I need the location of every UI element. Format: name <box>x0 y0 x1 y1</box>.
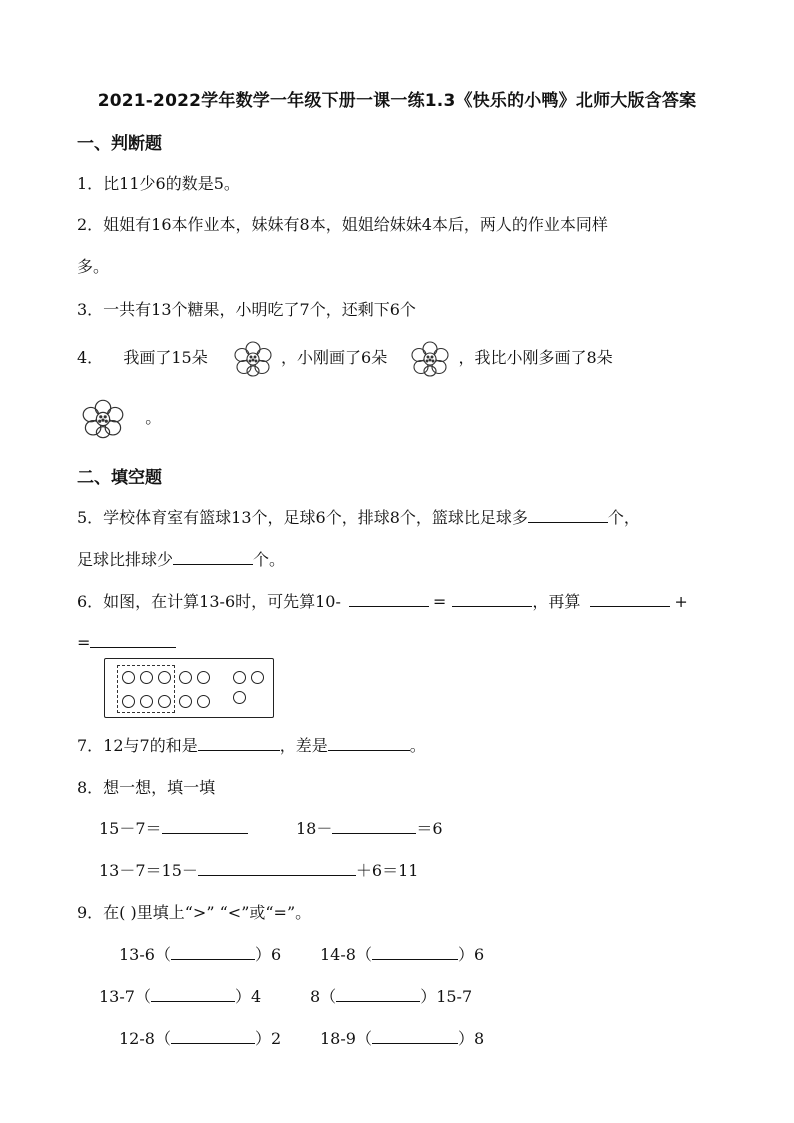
answer-blank[interactable] <box>171 1027 255 1044</box>
counter-circle <box>179 695 192 708</box>
counter-circle <box>140 695 153 708</box>
question-8-text: ＝6 <box>416 819 443 838</box>
section-heading-judgment: 一、判断题 <box>77 134 162 154</box>
answer-blank[interactable] <box>336 985 420 1002</box>
question-6-text-a: 6．如图，在计算13-6时，可先算10- <box>77 592 341 611</box>
question-9-text: 8（ <box>310 987 337 1006</box>
answer-blank[interactable] <box>162 817 248 834</box>
question-1: 1．比11少6的数是5。 <box>77 174 240 193</box>
question-4-text-b: ，小刚画了6朵 <box>281 348 388 367</box>
page-title: 2021-2022学年数学一年级下册一课一练1.3《快乐的小鸭》北师大版含答案 <box>97 91 697 111</box>
counter-circle <box>158 671 171 684</box>
question-6-line2 <box>77 631 176 652</box>
counter-circle <box>140 671 153 684</box>
question-5-text-c: 足球比排球少 <box>77 550 174 569</box>
counter-circle <box>197 671 210 684</box>
answer-blank[interactable] <box>452 590 532 607</box>
question-6-line1 <box>77 589 688 612</box>
question-9-r2-left <box>99 984 261 1007</box>
answer-blank[interactable] <box>372 943 458 960</box>
question-4-line2 <box>77 396 161 441</box>
question-9-text: ）4 <box>234 987 262 1006</box>
counter-circle <box>233 671 246 684</box>
flower-icon <box>407 339 453 379</box>
question-9-r3-right <box>320 1026 484 1049</box>
question-9-text: 13-7（ <box>99 987 151 1006</box>
question-8-text: 18－ <box>296 819 333 838</box>
answer-blank[interactable] <box>198 734 280 751</box>
question-9-text: 12-8（ <box>119 1029 171 1048</box>
counter-circle <box>197 695 210 708</box>
answer-blank[interactable] <box>328 734 410 751</box>
section-heading-fill: 二、填空题 <box>77 468 162 488</box>
answer-blank[interactable] <box>151 985 235 1002</box>
question-6-equals-2: = <box>77 633 91 652</box>
question-7-text-c: 。 <box>409 736 426 755</box>
question-9-text: ）8 <box>457 1029 485 1048</box>
answer-blank[interactable] <box>198 859 356 876</box>
question-5-text-d: 个。 <box>253 550 286 569</box>
flower-icon <box>230 339 276 379</box>
question-5-line2 <box>77 547 285 570</box>
answer-blank[interactable] <box>349 590 429 607</box>
question-8-text: 15－7＝ <box>99 819 162 838</box>
counter-circle <box>233 691 246 704</box>
question-4-text-c: ，我比小刚多画了8朵 <box>458 348 613 367</box>
question-8-row2 <box>99 858 418 881</box>
counting-figure <box>104 658 274 718</box>
question-9-r2-right <box>310 984 472 1007</box>
answer-blank[interactable] <box>528 506 608 523</box>
counter-circle <box>251 671 264 684</box>
question-8: 8．想一想，填一填 <box>77 778 216 797</box>
counter-circle <box>179 671 192 684</box>
answer-blank[interactable] <box>332 817 416 834</box>
question-4-end: 。 <box>145 408 162 427</box>
question-9-text: ）2 <box>254 1029 282 1048</box>
question-4 <box>77 338 613 379</box>
question-9-text: 18-9（ <box>320 1029 372 1048</box>
question-5-text-a: 5．学校体育室有篮球13个，足球6个，排球8个，篮球比足球多 <box>77 508 528 527</box>
question-6-equals: = <box>432 592 447 611</box>
question-7-text-a: 7．12与7的和是 <box>77 736 198 755</box>
counter-circle <box>122 695 135 708</box>
question-4-number: 4． <box>77 348 104 367</box>
question-9-r1-right <box>320 942 484 965</box>
question-9-text: 14-8（ <box>320 945 372 964</box>
question-7-text-b: ，差是 <box>279 736 328 755</box>
counter-circle <box>158 695 171 708</box>
question-5-line1 <box>77 505 640 528</box>
question-8-text: ＋6＝11 <box>355 861 419 880</box>
question-9-text: ）6 <box>254 945 282 964</box>
question-2-line1: 2．姐姐有16本作业本，妹妹有8本，姐姐给妹妹4本后，两人的作业本同样 <box>77 215 608 234</box>
question-3: 3．一共有13个糖果，小明吃了7个，还剩下6个 <box>77 300 416 319</box>
answer-blank[interactable] <box>171 943 255 960</box>
question-7 <box>77 733 426 756</box>
question-9-r1-left <box>119 942 281 965</box>
question-5-text-b: 个， <box>607 508 640 527</box>
question-9-text: ）15-7 <box>420 987 473 1006</box>
question-8-text: 13－7＝15－ <box>99 861 198 880</box>
flower-icon <box>77 397 129 441</box>
question-8-row1-left <box>99 816 248 839</box>
question-9-text: ）6 <box>457 945 485 964</box>
question-6-text-c: ，再算 <box>532 592 581 611</box>
question-9: 9．在( )里填上“>” “<”或“=”。 <box>77 903 312 922</box>
counter-circle <box>122 671 135 684</box>
answer-blank[interactable] <box>372 1027 458 1044</box>
question-8-row1-right <box>296 816 443 839</box>
question-6-plus: + <box>674 592 688 611</box>
answer-blank[interactable] <box>173 548 253 565</box>
question-2-line2: 多。 <box>77 257 110 276</box>
question-9-r3-left <box>119 1026 281 1049</box>
question-9-text: 13-6（ <box>119 945 171 964</box>
question-4-text-a: 我画了15朵 <box>123 348 208 367</box>
answer-blank[interactable] <box>590 590 670 607</box>
answer-blank[interactable] <box>90 631 176 648</box>
